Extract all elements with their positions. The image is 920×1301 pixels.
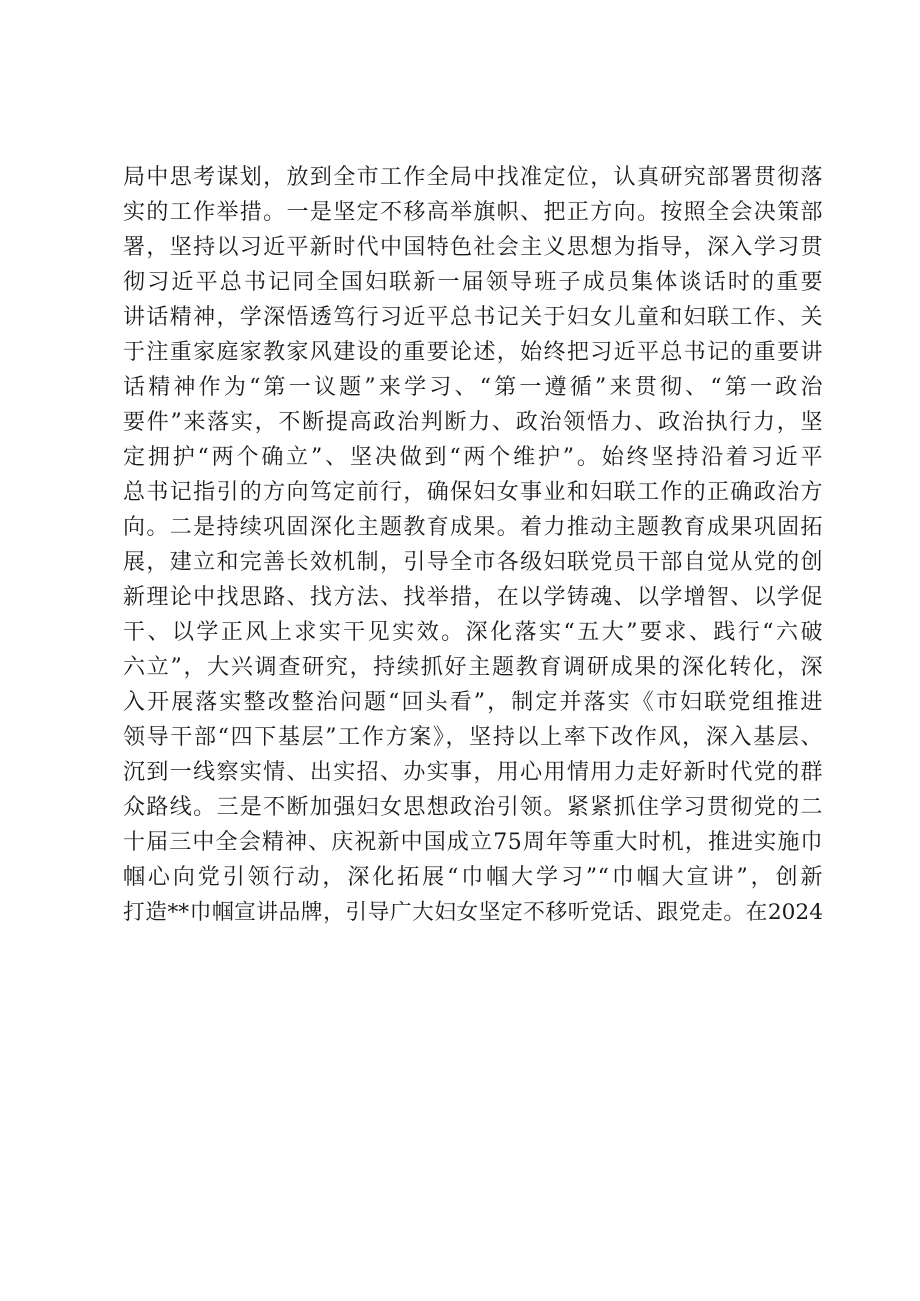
text-line: 定拥护“两个确立”、坚决做到“两个维护”。始终坚持沿着习近平 <box>123 445 823 470</box>
text-line: 向。二是持续巩固深化主题教育成果。着力推动主题教育成果巩固拓 <box>123 515 823 540</box>
text-line: 展，建立和完善长效机制，引导全市各级妇联党员干部自觉从党的创 <box>123 550 823 575</box>
text-line: 众路线。三是不断加强妇女思想政治引领。紧紧抓住学习贯彻党的二 <box>123 795 823 820</box>
text-line: 干、以学正风上求实干见实效。深化落实“五大”要求、践行“六破 <box>123 620 823 645</box>
text-line: 局中思考谋划，放到全市工作全局中找准定位，认真研究部署贯彻落 <box>123 165 823 190</box>
text-line: 入开展落实整改整治问题“回头看”，制定并落实《市妇联党组推进 <box>123 690 823 715</box>
text-line: 彻习近平总书记同全国妇联新一届领导班子成员集体谈话时的重要 <box>123 270 823 295</box>
text-line: 六立”，大兴调查研究，持续抓好主题教育调研成果的深化转化，深 <box>123 655 823 680</box>
text-line: 总书记指引的方向笃定前行，确保妇女事业和妇联工作的正确政治方 <box>123 480 823 505</box>
text-line: 新理论中找思路、找方法、找举措，在以学铸魂、以学增智、以学促 <box>123 585 823 610</box>
text-line: 沉到一线察实情、出实招、办实事，用心用情用力走好新时代党的群 <box>123 760 823 785</box>
text-line: 话精神作为“第一议题”来学习、“第一遵循”来贯彻、“第一政治 <box>123 375 823 400</box>
body-text <box>123 160 823 930</box>
text-line: 领导干部“四下基层”工作方案》，坚持以上率下改作风，深入基层、 <box>123 725 823 750</box>
text-line: 讲话精神，学深悟透笃行习近平总书记关于妇女儿童和妇联工作、关 <box>123 305 823 330</box>
text-line: 打造**巾帼宣讲品牌，引导广大妇女坚定不移听党话、跟党走。在2024 <box>123 900 823 925</box>
text-line: 于注重家庭家教家风建设的重要论述，始终把习近平总书记的重要讲 <box>123 340 823 365</box>
text-line: 帼心向党引领行动，深化拓展“巾帼大学习”“巾帼大宣讲”，创新 <box>123 865 823 890</box>
text-line: 十届三中全会精神、庆祝新中国成立75周年等重大时机，推进实施巾 <box>123 830 823 855</box>
text-line: 实的工作举措。一是坚定不移高举旗帜、把正方向。按照全会决策部 <box>123 200 823 225</box>
text-line: 要件”来落实，不断提高政治判断力、政治领悟力、政治执行力，坚 <box>123 410 823 435</box>
text-line: 署，坚持以习近平新时代中国特色社会主义思想为指导，深入学习贯 <box>123 235 823 260</box>
